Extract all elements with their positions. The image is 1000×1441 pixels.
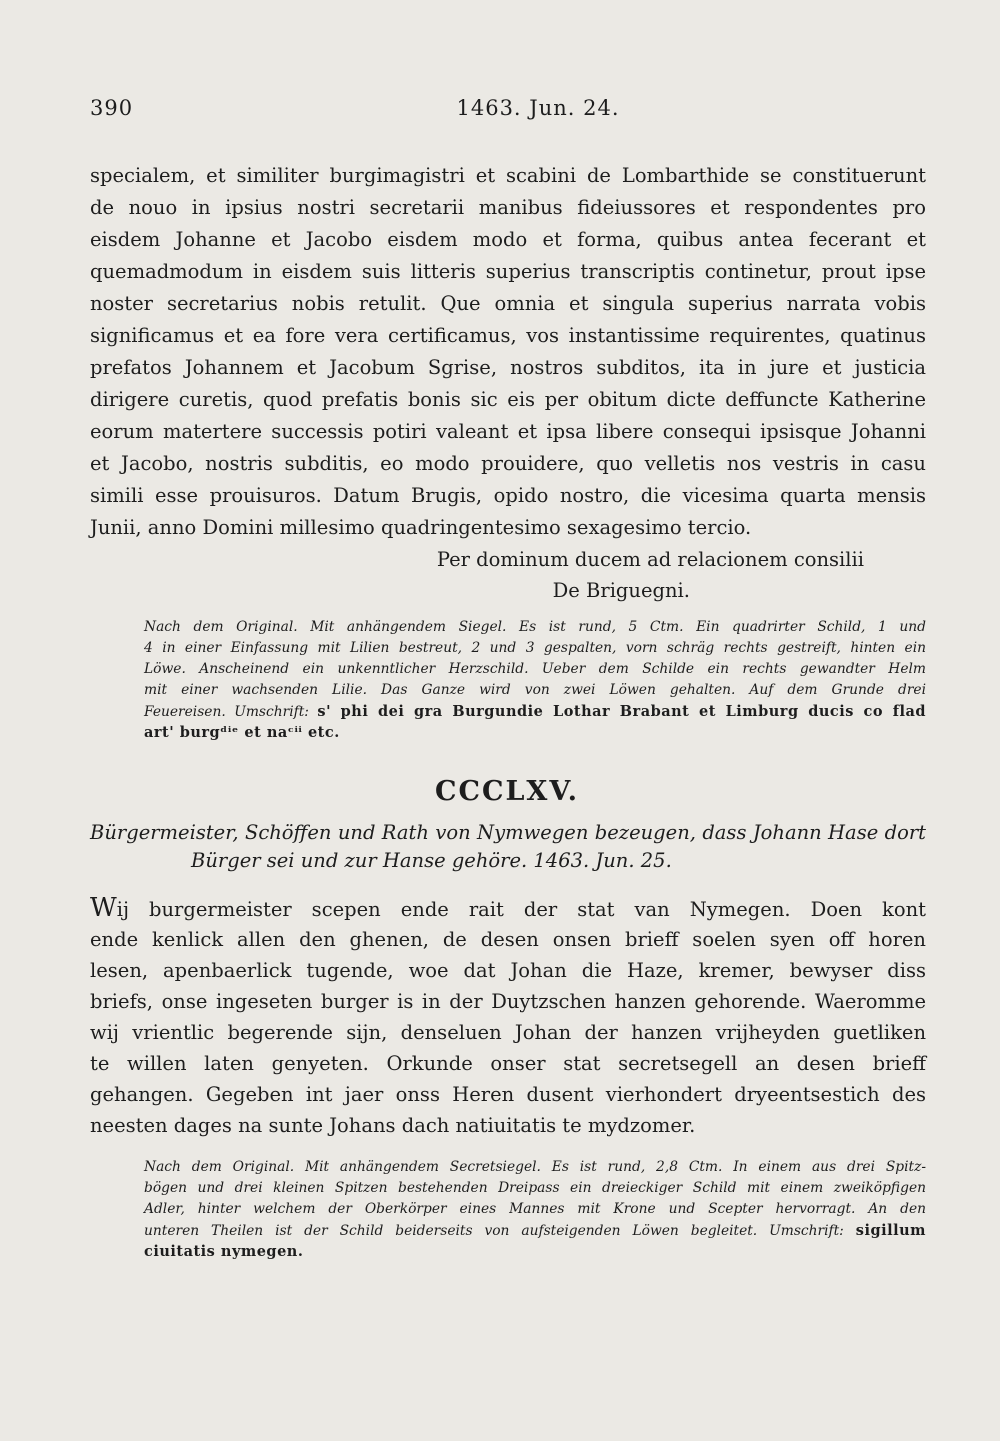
text-line: ende kenlick allen den ghenen, de desen onsen brieff soelen syen off horen <box>90 928 926 951</box>
text-line: neesten dages na sunte Johans dach natiuitatis te mydzomer. <box>90 1114 696 1137</box>
text-line: quemadmodum in eisdem suis litteris superius transcriptis continetur, prout ipse <box>90 260 926 283</box>
initial-letter: W <box>90 893 117 923</box>
note-line <box>144 1241 926 1262</box>
note-line <box>144 1220 926 1241</box>
first-line-text: ij burgermeister scepen ende rait der stat van Nymegen. Doen kont <box>116 898 926 921</box>
seal-inscription: s' phi dei gra Burgundie Lothar Brabant et Limburg ducis co flad <box>317 703 926 720</box>
text-line: briefs, onse ingeseten burger is in der Duytzschen hanzen gehorende. Waeromme <box>90 990 926 1013</box>
signature-line: Per dominum ducem ad relacionem consilii <box>436 548 864 571</box>
footnote-secret-seal-description <box>144 1157 926 1262</box>
footnote-seal-description <box>144 617 926 743</box>
text-line: gehangen. Gegeben int jaer onss Heren dusent vierhondert dryeentsestich des <box>90 1083 926 1106</box>
note-line: bögen und drei kleinen Spitzen bestehenden Dreipass ein dreieckiger Schild mit einem zweiköpfigen <box>144 1180 926 1196</box>
text-line: noster secretarius nobis retulit. Que omnia et singula superius narrata vobis <box>90 292 926 315</box>
text-line: lesen, apenbaerlick tugende, woe dat Johan die Haze, kremer, bewyser diss <box>90 959 926 982</box>
text-line <box>90 893 926 924</box>
running-date-heading: 1463. Jun. 24. <box>456 96 620 120</box>
note-text: Feuereisen. Umschrift: <box>144 704 318 720</box>
note-text: unteren Theilen ist der Schild beiderseits von aufsteigenden Löwen begleitet. Umschrift: <box>144 1223 844 1239</box>
note-line: Löwe. Anscheinend ein unkenntlicher Herzschild. Ueber dem Schilde ein rechts gewandter Helm <box>144 661 926 677</box>
note-line: 4 in einer Einfassung mit Lilien bestreut, 2 und 3 gespalten, vorn schräg rechts gestreift, hinten ein <box>144 640 926 656</box>
title-line: Bürgermeister, Schöffen und Rath von Nymwegen bezeugen, dass Johann Hase dort <box>90 821 926 844</box>
note-line: Nach dem Original. Mit anhängendem Siegel. Es ist rund, 5 Ctm. Ein quadrirter Schild, 1 und <box>144 619 926 635</box>
paragraph-dutch-charter <box>90 893 926 1141</box>
text-line: Junii, anno Domini millesimo quadringentesimo sexagesimo tercio. <box>90 516 752 539</box>
seal-inscription-continued: art' burgᵈⁱᵉ et naᶜⁱⁱ etc. <box>144 724 340 741</box>
document-number: CCCLXV. <box>434 776 580 807</box>
title-line: Bürger sei und zur Hanse gehöre. 1463. Jun. 25. <box>191 849 672 872</box>
text-line: simili esse prouisuros. Datum Brugis, opido nostro, die vicesima quarta mensis <box>90 484 926 507</box>
text-line: te willen laten genyeten. Orkunde onser stat secretsegell an desen brieff <box>90 1052 926 1075</box>
seal-inscription: sigillum <box>855 1222 927 1239</box>
note-line: mit einer wachsenden Lilie. Das Ganze wird von zwei Löwen gehalten. Auf dem Grunde drei <box>144 682 926 698</box>
note-line: Adler, hinter welchem der Oberkörper eines Mannes mit Krone und Scepter hervorragt. An den <box>144 1201 926 1217</box>
text-line: eorum matertere successis potiri valeant et ipsa libere consequi ipsisque Johanni <box>90 420 926 443</box>
seal-inscription-continued: ciuitatis nymegen. <box>144 1243 304 1260</box>
note-line <box>144 701 926 722</box>
document-summary-title <box>90 819 926 875</box>
note-line: Nach dem Original. Mit anhängendem Secretsiegel. Es ist rund, 2,8 Ctm. In einem aus drei Spitz- <box>144 1159 926 1175</box>
text-line: et Jacobo, nostris subditis, eo modo prouidere, quo velletis nos vestris in casu <box>90 452 926 475</box>
text-line: eisdem Johanne et Jacobo eisdem modo et forma, quibus antea fecerant et <box>90 228 926 251</box>
text-line: prefatos Johannem et Jacobum Sgrise, nostros subditos, ita in jure et justicia <box>90 356 926 379</box>
page-number: 390 <box>90 96 134 120</box>
signature-name: De Briguegni. <box>552 579 690 602</box>
page-header <box>90 96 926 126</box>
text-line: de nouo in ipsius nostri secretarii manibus fideiussores et respondentes pro <box>90 196 926 219</box>
text-line: specialem, et similiter burgimagistri et scabini de Lombarthide se constituerunt <box>90 164 926 187</box>
text-line: significamus et ea fore vera certificamus, vos instantissime requirentes, quatinus <box>90 324 926 347</box>
text-line: wij vrientlic begerende sijn, denseluen Johan der hanzen vrijheyden guetliken <box>90 1021 926 1044</box>
paragraph-latin-charter <box>90 160 926 544</box>
text-line: dirigere curetis, quod prefatis bonis sic eis per obitum dicte deffuncte Katherine <box>90 388 926 411</box>
note-line <box>144 722 926 743</box>
